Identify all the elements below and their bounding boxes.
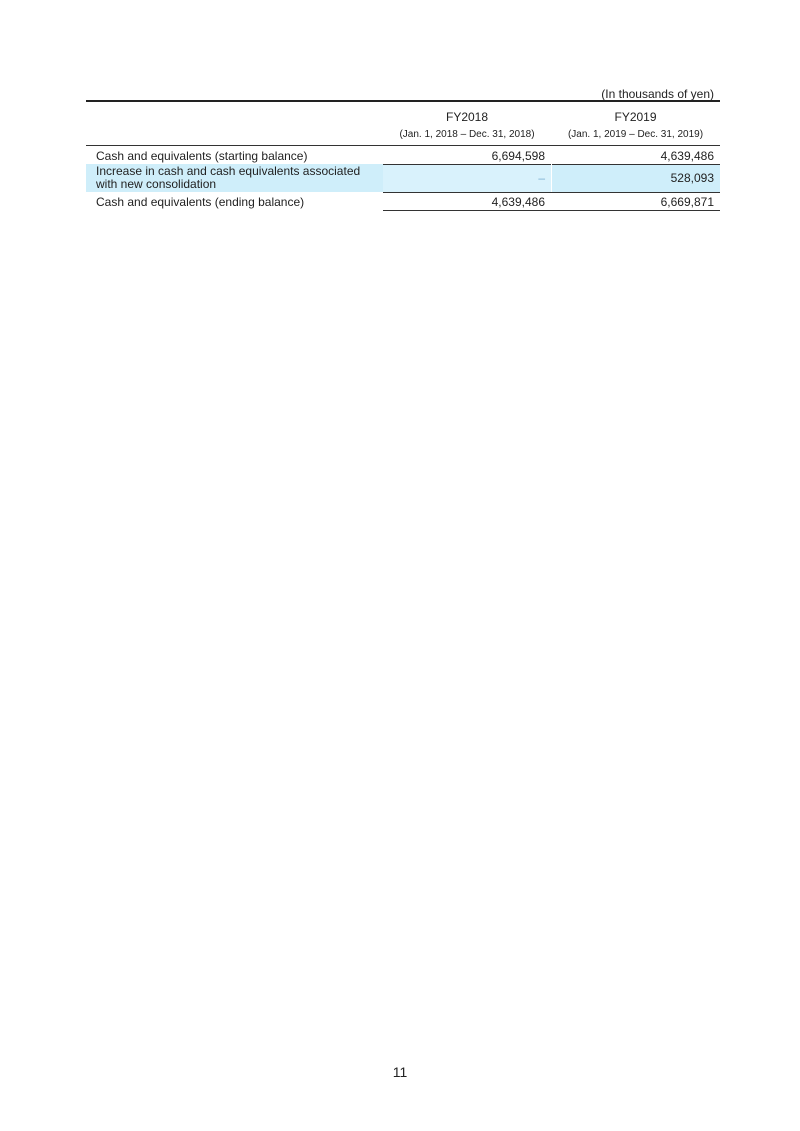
row-label: Cash and equivalents (starting balance)	[96, 149, 308, 163]
cell-fy2019: 4,639,486	[660, 149, 714, 163]
column-header-label: FY2019	[614, 110, 657, 124]
table-row-highlighted	[86, 164, 720, 192]
column-header-fy2019	[551, 110, 720, 141]
row-rule	[383, 192, 720, 193]
table-row	[86, 145, 720, 165]
cell-fy2018: 6,694,598	[491, 149, 545, 163]
unit-note: (In thousands of yen)	[601, 87, 714, 101]
cell-fy2018: 4,639,486	[491, 195, 545, 209]
cell-fy2019: 528,093	[670, 171, 714, 185]
row-label-line: with new consolidation	[96, 177, 217, 191]
column-header-period: (Jan. 1, 2018 – Dec. 31, 2018)	[399, 129, 535, 140]
column-header-period: (Jan. 1, 2019 – Dec. 31, 2019)	[567, 129, 704, 140]
cell-fy2018: –	[538, 171, 545, 185]
table-bottom-rule	[383, 210, 720, 211]
row-label	[96, 165, 386, 191]
column-header-label: FY2018	[445, 110, 489, 124]
row-label-line: Increase in cash and cash equivalents associated	[96, 164, 361, 178]
page-number: 11	[392, 1064, 408, 1080]
cell-fy2019: 6,669,871	[660, 195, 714, 209]
column-header-fy2018	[383, 110, 551, 141]
row-label: Cash and equivalents (ending balance)	[96, 195, 305, 209]
table-top-rule	[86, 100, 720, 102]
table-row	[86, 192, 720, 211]
